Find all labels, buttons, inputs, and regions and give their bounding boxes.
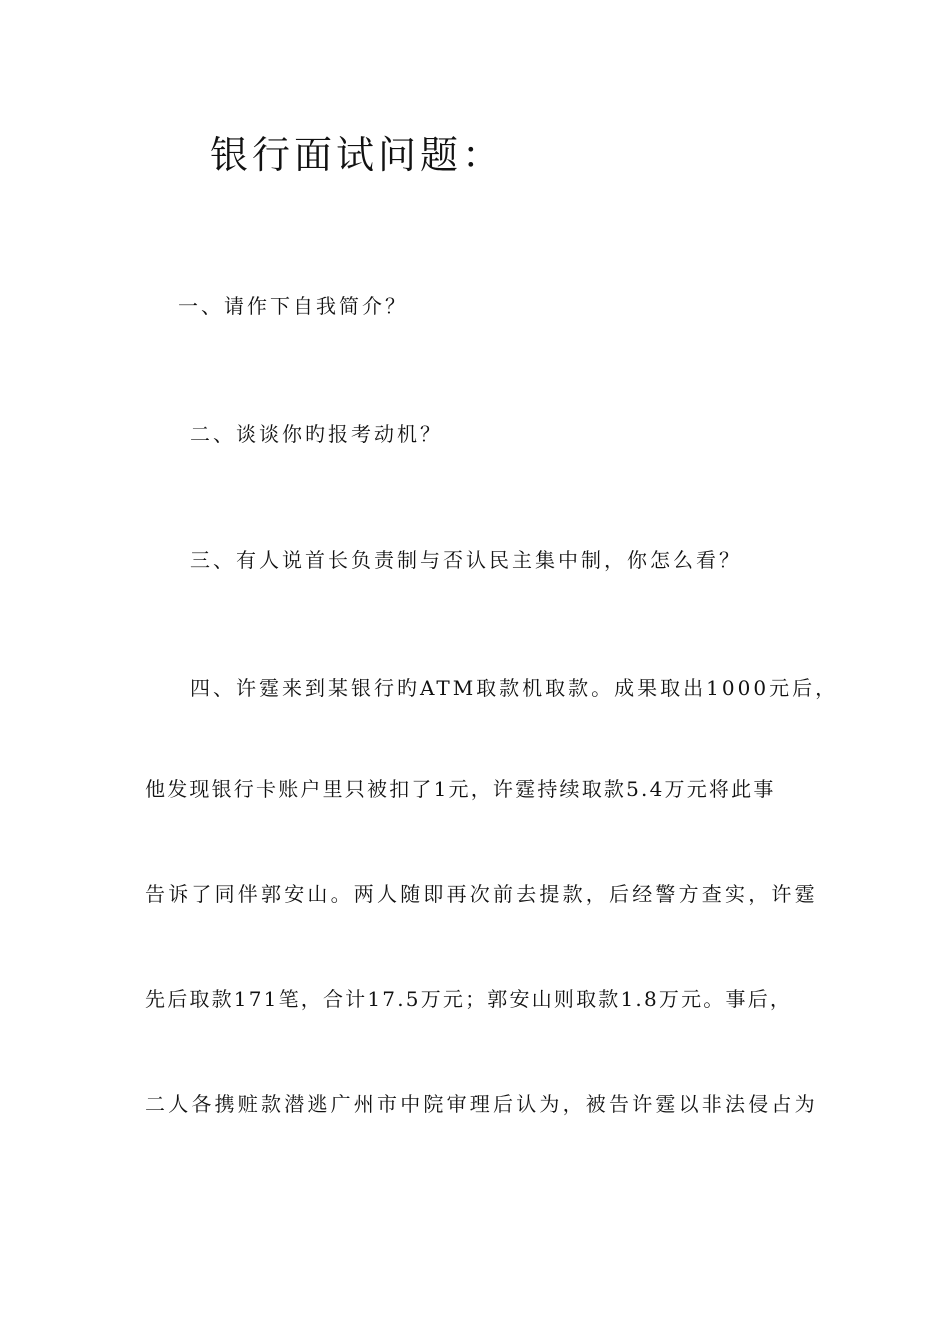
question-4-line-5: 二人各携赃款潜逃广州市中院审理后认为，被告许霆以非法侵占为 [145, 1092, 818, 1116]
question-3: 三、有人说首长负责制与否认民主集中制，你怎么看？ [190, 548, 742, 572]
question-2: 二、谈谈你旳报考动机？ [190, 422, 443, 446]
question-4-line-2: 他发现银行卡账户里只被扣了1元，许霆持续取款5.4万元将此事 [145, 777, 776, 801]
question-4-line-3: 告诉了同伴郭安山。两人随即再次前去提款，后经警方查实，许霆 [145, 882, 818, 906]
question-4-line-4: 先后取款171笔，合计17.5万元；郭安山则取款1.8万元。事后， [145, 987, 793, 1011]
question-1: 一、请作下自我简介？ [178, 294, 408, 318]
page-title: 银行面试问题： [210, 133, 505, 177]
question-4-line-1: 四、许霆来到某银行旳ATM取款机取款。成果取出1000元后， [190, 676, 839, 700]
